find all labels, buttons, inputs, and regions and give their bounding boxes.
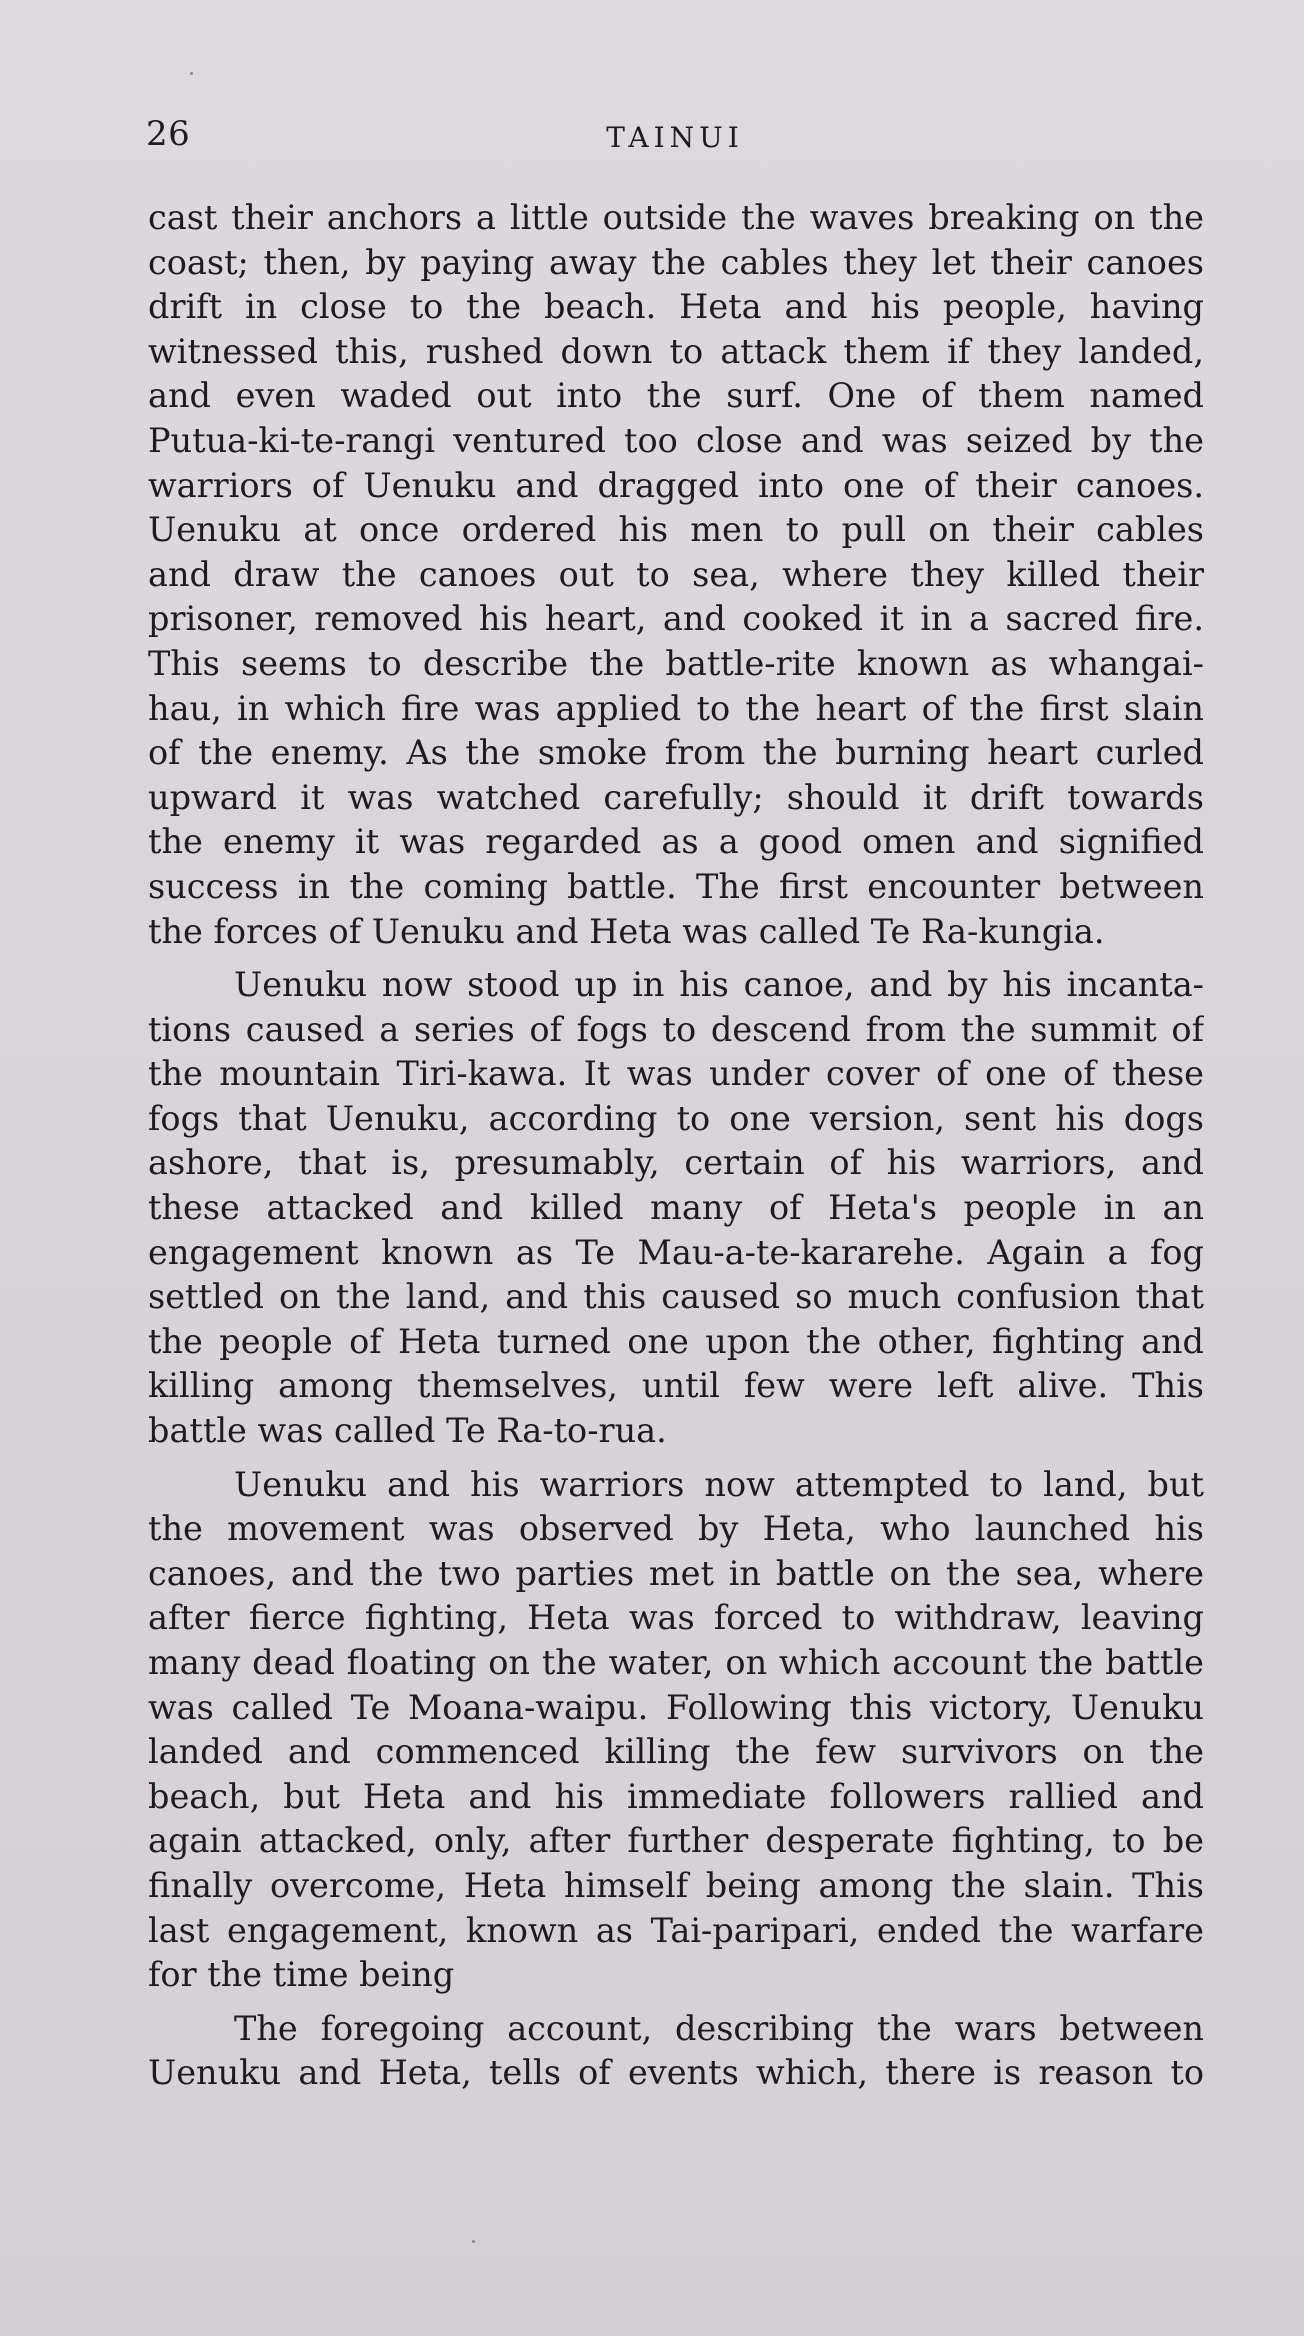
text-line: This seems to describe the battle-rite known as whangai- (148, 643, 1204, 683)
text-line: and even waded out into the surf. One of them named (148, 376, 1204, 416)
text-line: success in the coming battle. The first encounter between (148, 866, 1204, 906)
text-line: Uenuku now stood up in his canoe, and by his incanta- (234, 965, 1204, 1005)
text-line: Uenuku and his warriors now attempted to land, but (234, 1464, 1204, 1504)
text-line: canoes, and the two parties met in battle on the sea, where (148, 1553, 1204, 1593)
text-line: cast their anchors a little outside the waves breaking on the (148, 198, 1204, 237)
paragraph-3 (148, 1463, 1204, 1998)
text-line: witnessed this, rushed down to attack them if they landed, (148, 331, 1204, 371)
text-line: many dead floating on the water, on which account the battle (148, 1643, 1204, 1682)
text-line: beach, but Heta and his immediate followers rallied and (148, 1776, 1204, 1816)
running-title: TAINUI (606, 121, 744, 154)
text-line: of the enemy. As the smoke from the burning heart curled (148, 733, 1204, 773)
text-line: ashore, that is, presumably, certain of his warriors, and (148, 1143, 1204, 1183)
text-line: the mountain Tiri-kawa. It was under cover of one of these (148, 1054, 1204, 1094)
paper-speck (472, 2240, 475, 2243)
paragraph-gap (148, 1998, 1204, 2007)
text-line: fogs that Uenuku, according to one version, sent his dogs (148, 1098, 1204, 1138)
text-line: the enemy it was regarded as a good omen and signified (148, 822, 1204, 862)
text-line: landed and commenced killing the few survivors on the (148, 1732, 1204, 1772)
text-line: Uenuku and Heta, tells of events which, there is reason to (148, 2053, 1204, 2093)
text-line: the people of Heta turned one upon the other, fighting and (148, 1321, 1204, 1361)
text-line: settled on the land, and this caused so much confusion that (148, 1277, 1204, 1317)
paragraph-2 (148, 963, 1204, 1454)
text-line: was called Te Moana-waipu. Following this victory, Uenuku (148, 1687, 1204, 1727)
text-line: prisoner, removed his heart, and cooked it in a sacred fire. (148, 599, 1204, 639)
text-line: engagement known as Te Mau-a-te-kararehe. Again a fog (148, 1232, 1204, 1272)
paragraph-4 (148, 2007, 1204, 2096)
page-number: 26 (146, 114, 191, 154)
text-line: upward it was watched carefully; should it drift towards (148, 777, 1204, 817)
text-line: drift in close to the beach. Heta and his people, having (148, 287, 1204, 327)
paper-speck (190, 72, 193, 75)
text-line: these attacked and killed many of Heta's people in an (148, 1188, 1204, 1228)
text-line: the forces of Uenuku and Heta was called Te Ra-kungia. (148, 911, 1105, 951)
text-line: for the time being (148, 1955, 455, 1995)
text-line: killing among themselves, until few were left alive. This (148, 1366, 1204, 1406)
text-line: coast; then, by paying away the cables they let their canoes (148, 242, 1204, 282)
text-line: Putua-ki-te-rangi ventured too close and was seized by the (148, 420, 1204, 460)
text-line: and draw the canoes out to sea, where they killed their (148, 554, 1204, 594)
text-line: again attacked, only, after further desperate fighting, to be (148, 1821, 1204, 1861)
text-line: tions caused a series of fogs to descend from the summit of (148, 1009, 1204, 1049)
paragraph-1 (148, 196, 1204, 954)
text-line: warriors of Uenuku and dragged into one of their canoes. (148, 465, 1204, 505)
paragraph-gap (148, 954, 1204, 963)
text-line: The foregoing account, describing the wars between (234, 2008, 1204, 2048)
body-text (148, 196, 1204, 2096)
text-line: Uenuku at once ordered his men to pull on their cables (148, 510, 1204, 550)
text-line: after fierce fighting, Heta was forced to withdraw, leaving (148, 1598, 1204, 1638)
text-line: the movement was observed by Heta, who launched his (148, 1509, 1204, 1549)
running-head (146, 112, 1204, 160)
text-line: hau, in which fire was applied to the heart of the first slain (148, 688, 1204, 728)
text-line: battle was called Te Ra-to-rua. (148, 1411, 667, 1451)
paragraph-gap (148, 1454, 1204, 1463)
text-line: last engagement, known as Tai-paripari, ended the warfare (148, 1910, 1204, 1950)
text-line: finally overcome, Heta himself being among the slain. This (148, 1865, 1204, 1905)
